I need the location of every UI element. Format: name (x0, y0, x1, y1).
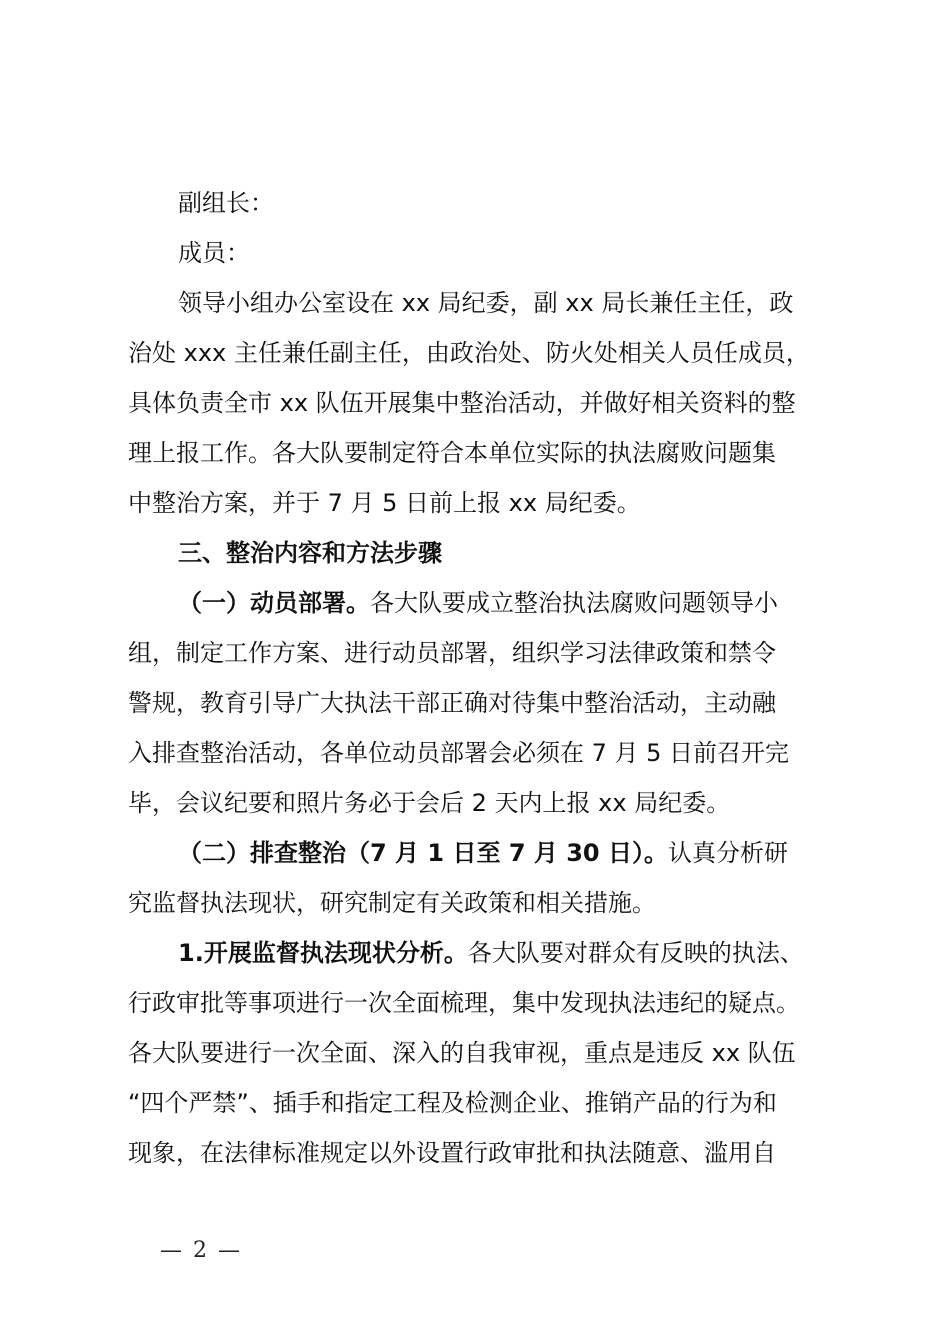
document-body (128, 178, 858, 1178)
text-line: 理上报工作。各大队要制定符合本单位实际的执法腐败问题集 (128, 439, 776, 467)
subsection-title: （二）排查整治（7 月 1 日至 7 月 30 日）。 (178, 839, 668, 867)
subsection-title: （一）动员部署。 (178, 589, 370, 617)
text-line: 毕，会议纪要和照片务必于会后 2 天内上报 xx 局纪委。 (128, 789, 731, 817)
section-heading: 三、整治内容和方法步骤 (178, 539, 442, 567)
text-line (128, 928, 858, 978)
text-line: 究监督执法现状，研究制定有关政策和相关措施。 (128, 889, 656, 917)
text-span: 各大队要对群众有反映的执法、 (467, 939, 804, 967)
text-line: 入排查整治活动，各单位动员部署会必须在 7 月 5 日前召开完 (128, 739, 790, 767)
text-line: 具体负责全市 xx 队伍开展集中整治活动，并做好相关资料的整 (128, 389, 796, 417)
item-title: 1.开展监督执法现状分析。 (178, 939, 468, 967)
page-number: — 2 — (160, 1238, 242, 1263)
text-line: 副组长： (178, 189, 274, 217)
text-line: 领导小组办公室设在 xx 局纪委，副 xx 局长兼任主任，政 (178, 289, 794, 317)
text-line: 现象，在法律标准规定以外设置行政审批和执法随意、滥用自 (128, 1139, 776, 1167)
text-line (128, 828, 858, 878)
text-line: 组，制定工作方案、进行动员部署，组织学习法律政策和禁令 (128, 639, 776, 667)
text-line (128, 578, 858, 628)
text-span: 认真分析研 (667, 839, 788, 867)
text-line: “四个严禁”、插手和指定工程及检测企业、推销产品的行为和 (128, 1089, 777, 1117)
text-line: 治处 xxx 主任兼任副主任，由政治处、防火处相关人员任成员， (128, 339, 810, 367)
text-line: 行政审批等事项进行一次全面梳理，集中发现执法违纪的疑点。 (128, 989, 800, 1017)
text-line: 各大队要进行一次全面、深入的自我审视，重点是违反 xx 队伍 (128, 1039, 796, 1067)
text-line: 警规，教育引导广大执法干部正确对待集中整治活动，主动融 (128, 689, 776, 717)
text-span: 各大队要成立整治执法腐败问题领导小 (370, 589, 778, 617)
text-line: 成员： (178, 239, 250, 267)
text-line: 中整治方案，并于 7 月 5 日前上报 xx 局纪委。 (128, 489, 641, 517)
